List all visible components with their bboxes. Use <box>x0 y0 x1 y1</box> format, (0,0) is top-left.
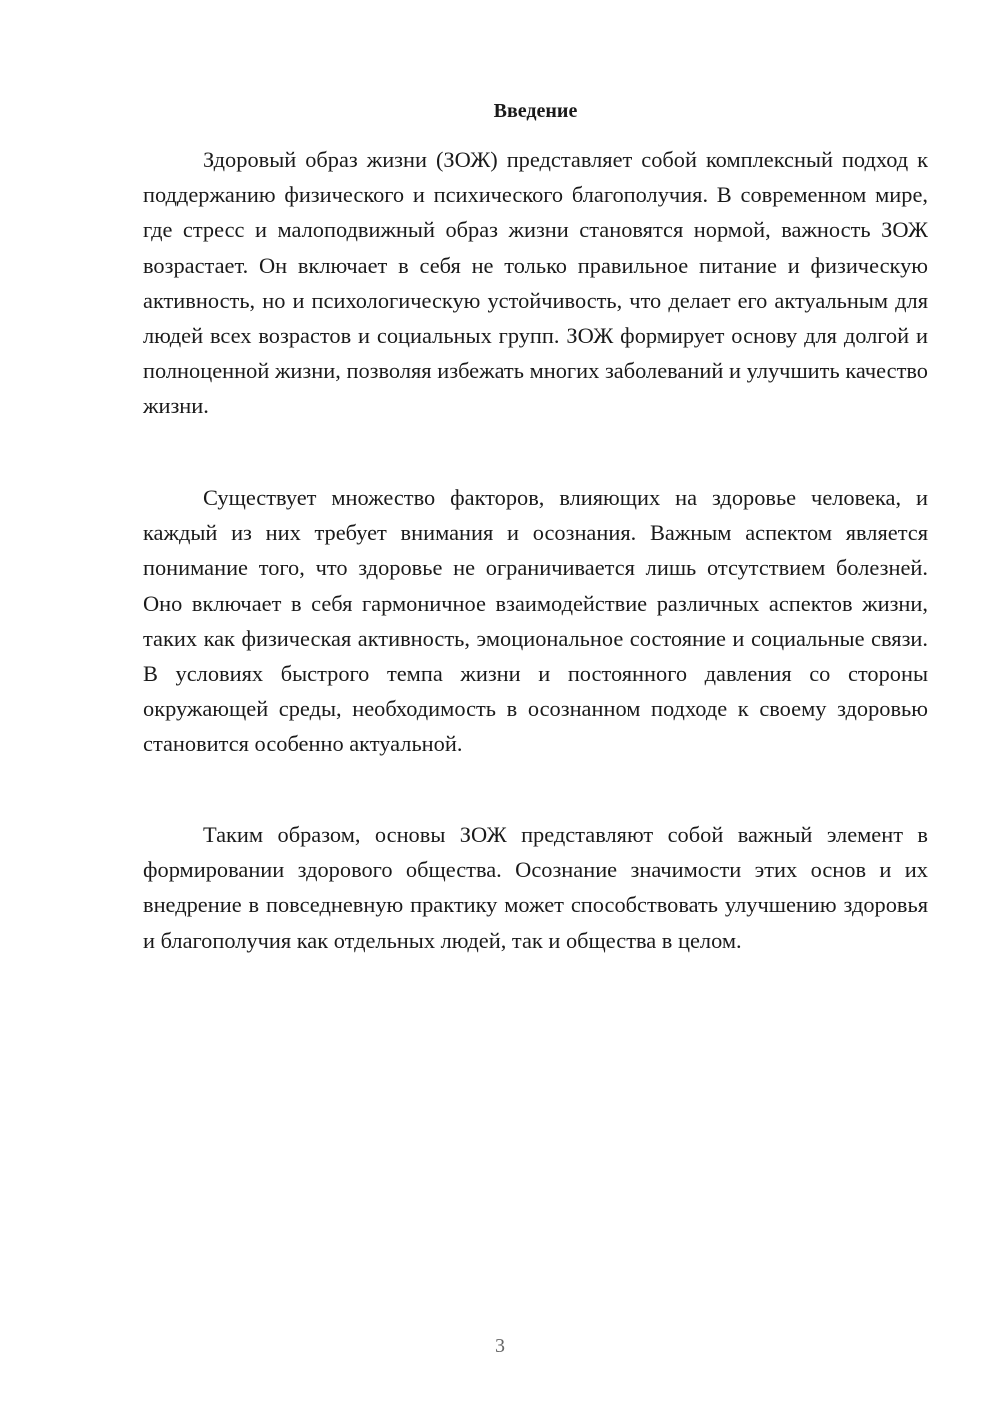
section-title: Введение <box>493 100 578 122</box>
paragraph-conclusion: Таким образом, основы ЗОЖ представляют собой важный элемент в формировании здорового общества. Осознание значимости этих основ и их внедрение в повседневную практику может способствовать улучшению здоровья и благополучия как отдельных людей, так и общества в целом. <box>143 822 928 953</box>
paragraph-intro: Здоровый образ жизни (ЗОЖ) представляет собой комплексный подход к поддержанию физического и психического благополучия. В современном мире, где стресс и малоподвижный образ жизни становятся нормой, важность ЗОЖ возрастает. Он включает в себя не только правильное питание и физическую активность, но и психологическую устойчивость, что делает его актуальным для людей всех возрастов и социальных групп. ЗОЖ формирует основу для долгой и полноценной жизни, позволяя избежать многих заболеваний и улучшить качество жизни. <box>143 147 928 419</box>
paragraph-factors: Существует множество факторов, влияющих на здоровье человека, и каждый из них требует внимания и осознания. Важным аспектом является понимание того, что здоровье не ограничивается лишь отсутствием болезней. Оно включает в себя гармоничное взаимодействие различных аспектов жизни, таких как физическая активность, эмоциональное состояние и социальные связи. В условиях быстрого темпа жизни и постоянного давления со стороны окружающей среды, необходимость в осознанном подходе к своему здоровью становится особенно актуальной. <box>143 485 928 757</box>
page-number: 3 <box>495 1335 505 1357</box>
